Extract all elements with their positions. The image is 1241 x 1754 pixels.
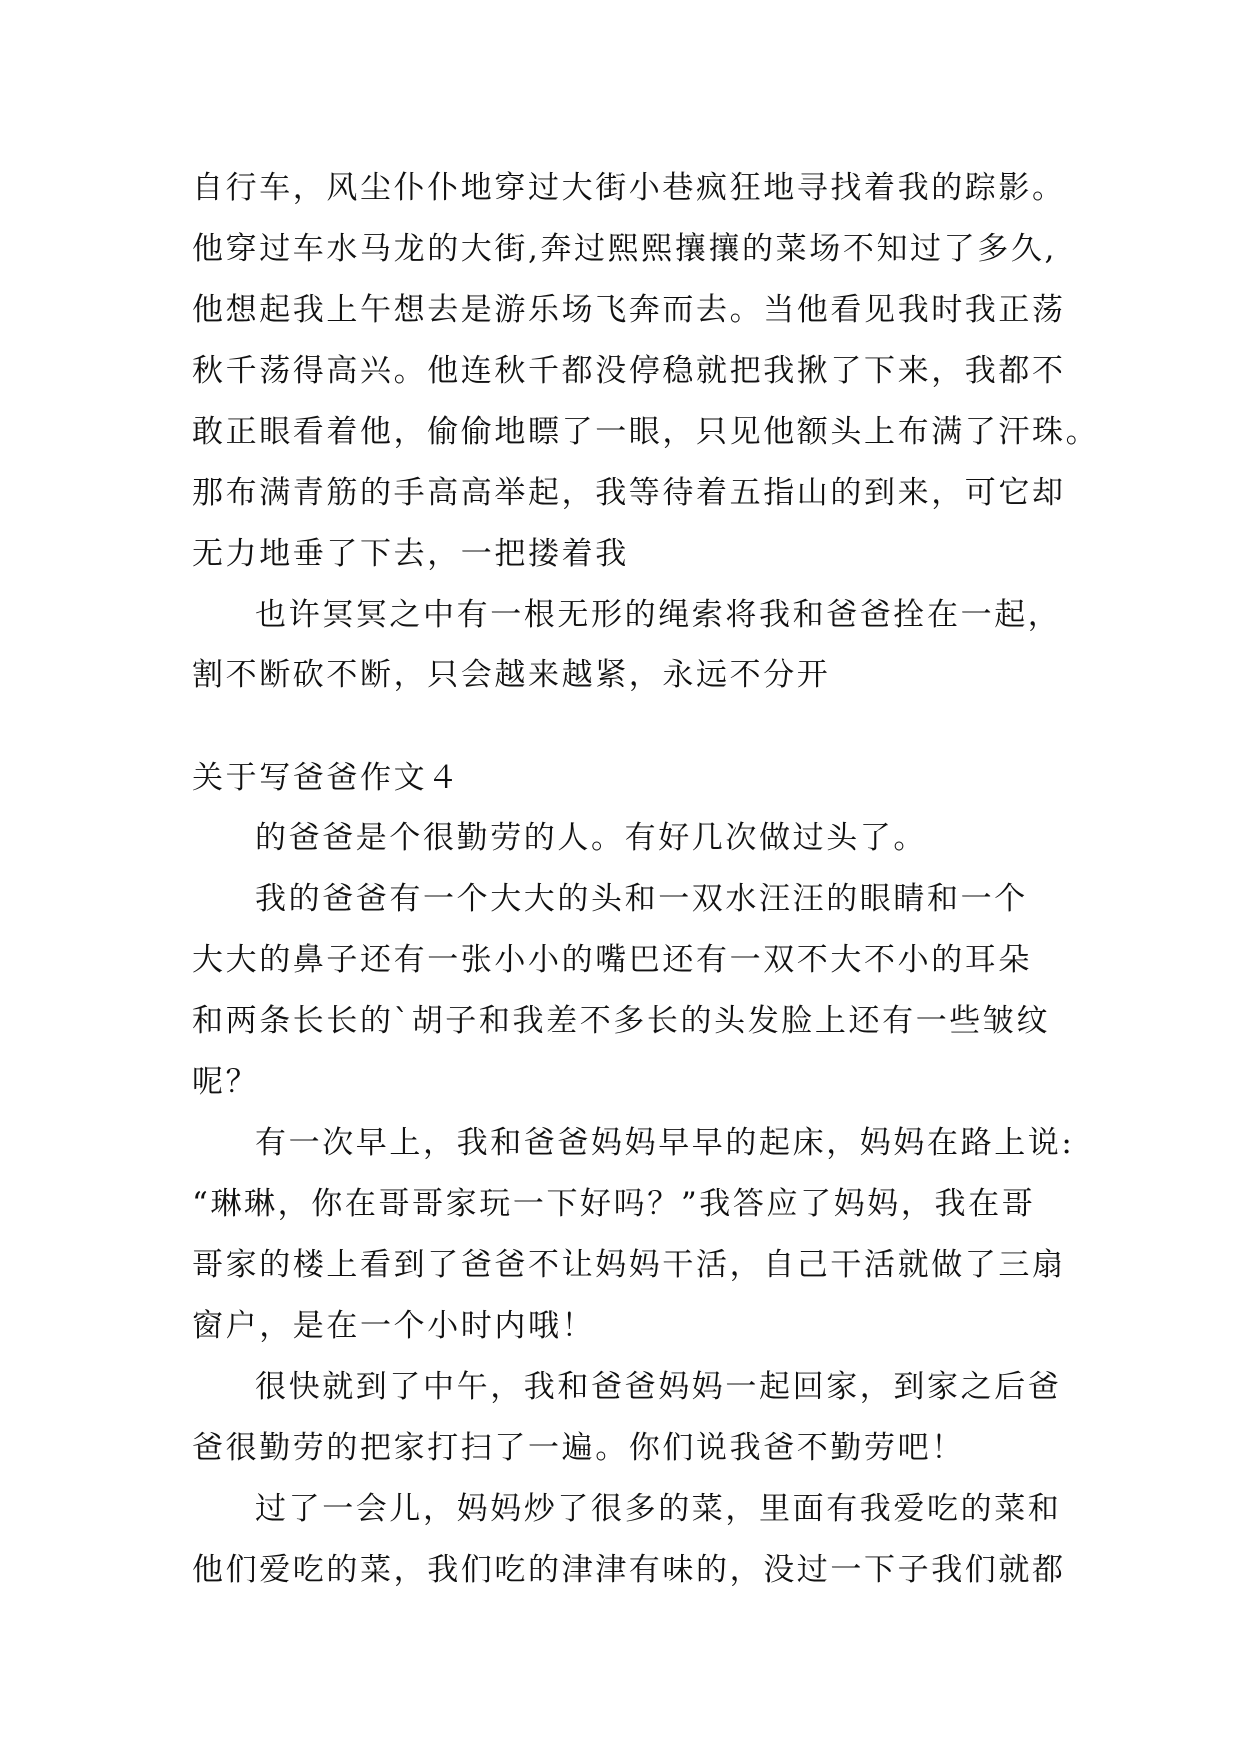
paragraph-line: 爸很勤劳的把家打扫了一遍。你们说我爸不勤劳吧！ xyxy=(192,1430,965,1466)
paragraph-line: 过了一会儿，妈妈炒了很多的菜，里面有我爱吃的菜和 xyxy=(255,1491,1062,1527)
paragraph-line: 无力地垂了下去，一把搂着我 xyxy=(192,536,629,572)
paragraph-line: 很快就到了中午，我和爸爸妈妈一起回家，到家之后爸 xyxy=(255,1369,1062,1405)
paragraph-line: 割不断砍不断，只会越来越紧，永远不分开 xyxy=(192,657,831,693)
paragraph-line: 哥家的楼上看到了爸爸不让妈妈干活，自己干活就做了三扇 xyxy=(192,1247,1066,1283)
paragraph-line: 那布满青筋的手高高举起，我等待着五指山的到来，可它却 xyxy=(192,475,1066,511)
paragraph-line: 敢正眼看着他，偷偷地瞟了一眼，只见他额头上布满了汗珠。 xyxy=(192,414,1100,450)
paragraph-line: 他穿过车水马龙的大街,奔过熙熙攘攘的菜场不知过了多久, xyxy=(192,231,1057,267)
paragraph-line: 秋千荡得高兴。他连秋千都没停稳就把我揪了下来，我都不 xyxy=(192,353,1066,389)
paragraph-line: 有一次早上，我和爸爸妈妈早早的起床，妈妈在路上说: xyxy=(255,1125,1075,1161)
paragraph-line: 的爸爸是个很勤劳的人。有好几次做过头了。 xyxy=(255,820,927,856)
paragraph-line: “琳琳，你在哥哥家玩一下好吗？”我答应了妈妈，我在哥 xyxy=(192,1186,1036,1222)
paragraph-line: 我的爸爸有一个大大的头和一双水汪汪的眼睛和一个 xyxy=(255,881,1028,917)
paragraph-line: 和两条长长的`胡子和我差不多长的头发脸上还有一些皱纹 xyxy=(192,1003,1051,1039)
paragraph-line: 呢？ xyxy=(192,1064,260,1100)
paragraph-line: 也许冥冥之中有一根无形的绳索将我和爸爸拴在一起， xyxy=(255,597,1062,633)
paragraph-line: 他们爱吃的菜，我们吃的津津有味的，没过一下子我们就都 xyxy=(192,1552,1066,1588)
paragraph-line: 窗户，是在一个小时内哦！ xyxy=(192,1308,596,1344)
paragraph-line: 自行车，风尘仆仆地穿过大街小巷疯狂地寻找着我的踪影。 xyxy=(192,170,1066,206)
paragraph-line: 他想起我上午想去是游乐场飞奔而去。当他看见我时我正荡 xyxy=(192,292,1066,328)
essay-title: 关于写爸爸作文４ xyxy=(192,760,461,796)
paragraph-line: 大大的鼻子还有一张小小的嘴巴还有一双不大不小的耳朵 xyxy=(192,942,1032,978)
